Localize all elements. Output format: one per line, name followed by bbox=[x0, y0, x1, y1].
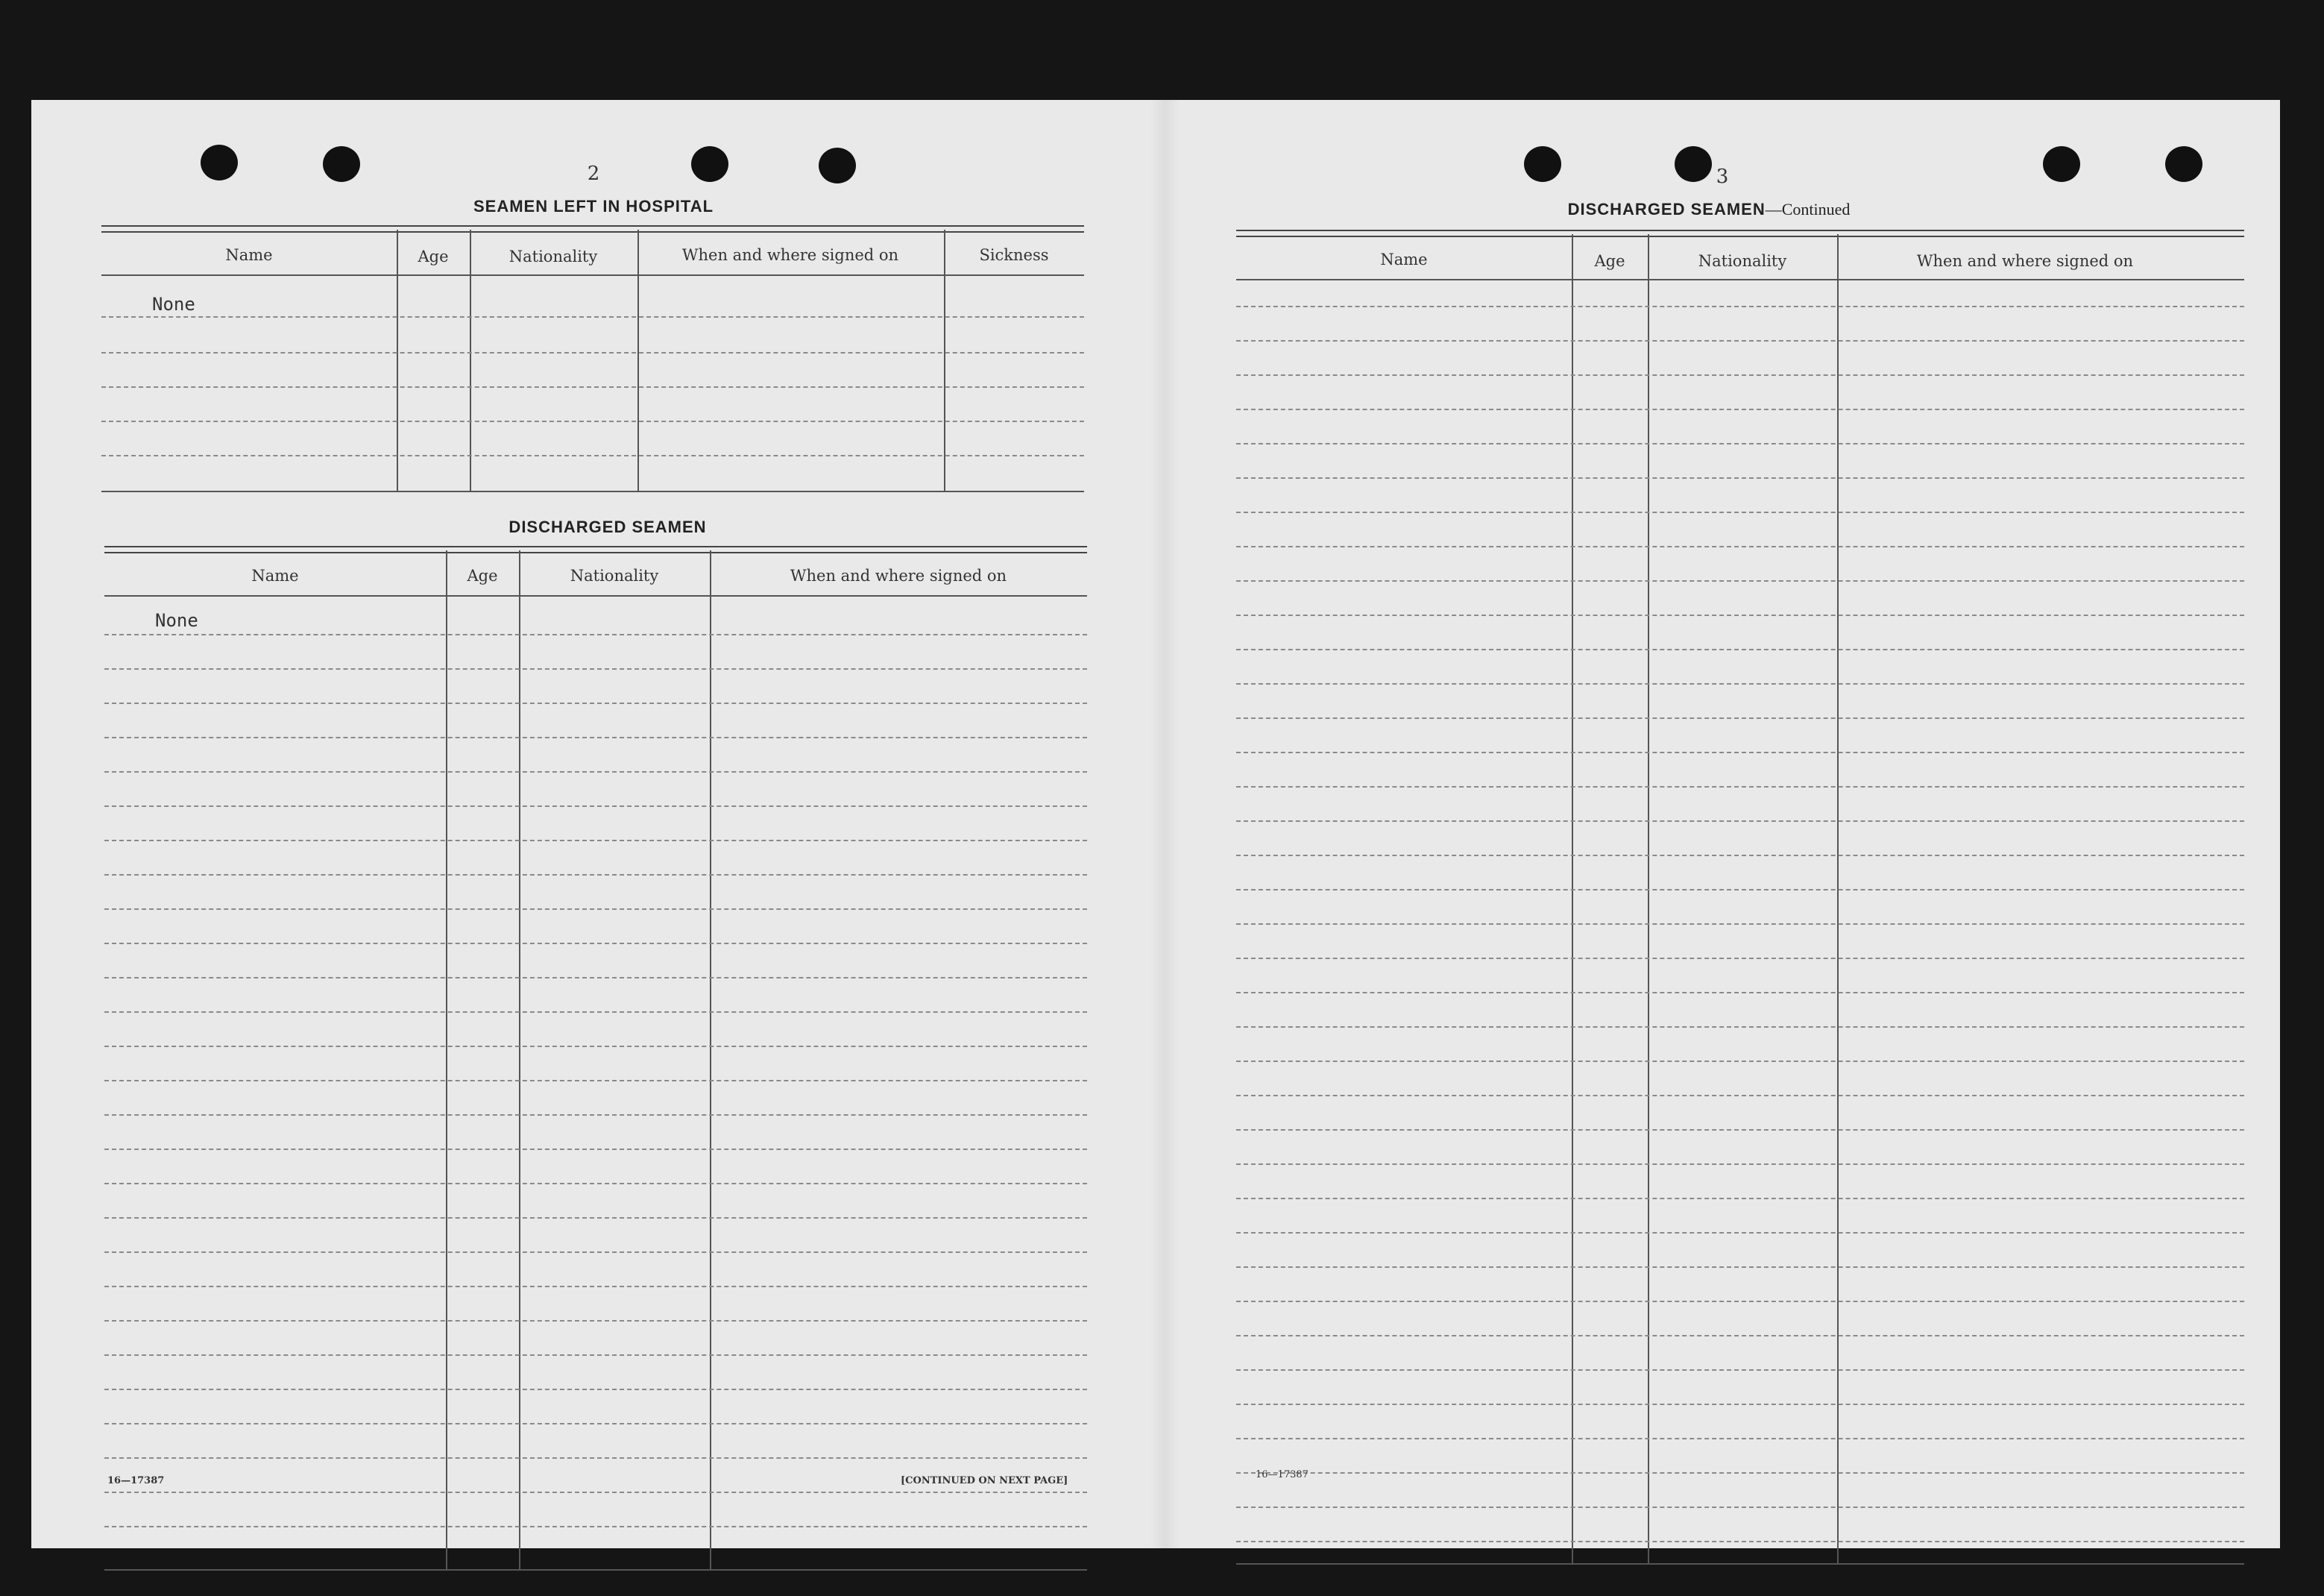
ruled-line bbox=[1236, 1541, 2244, 1542]
column-header-name: Name bbox=[251, 567, 299, 585]
header-rule bbox=[101, 274, 1084, 276]
discharged-section-title: DISCHARGED SEAMEN bbox=[508, 518, 707, 536]
column-divider bbox=[944, 230, 945, 491]
ruled-line bbox=[104, 1251, 1087, 1253]
ruled-line bbox=[1236, 443, 2244, 444]
ruled-line bbox=[1236, 374, 2244, 376]
ruled-line bbox=[1236, 546, 2244, 547]
ruled-line bbox=[1236, 1472, 2244, 1474]
column-divider bbox=[1572, 234, 1573, 1563]
column-header-age: Age bbox=[1594, 252, 1625, 270]
ruled-line bbox=[104, 1389, 1087, 1390]
ruled-line bbox=[104, 1217, 1087, 1219]
ruled-line bbox=[104, 840, 1087, 841]
column-header-name: Name bbox=[1380, 251, 1428, 268]
punch-hole bbox=[819, 148, 856, 183]
punch-hole bbox=[1675, 146, 1712, 182]
column-divider bbox=[470, 230, 471, 491]
column-divider bbox=[397, 230, 398, 491]
ruled-line bbox=[1236, 1266, 2244, 1268]
punch-hole bbox=[1524, 146, 1561, 182]
ruled-line bbox=[1236, 1026, 2244, 1028]
ruled-line bbox=[1236, 306, 2244, 307]
ruled-line bbox=[1236, 1061, 2244, 1062]
discharged-table-left bbox=[104, 546, 1087, 1572]
ruled-line bbox=[104, 943, 1087, 944]
ruled-line bbox=[104, 1183, 1087, 1184]
column-header-nationality: Nationality bbox=[570, 567, 659, 585]
ruled-line bbox=[1236, 1301, 2244, 1302]
ruled-line bbox=[1236, 958, 2244, 959]
column-divider bbox=[1837, 234, 1839, 1563]
ruled-line bbox=[1236, 923, 2244, 925]
column-divider bbox=[1648, 234, 1649, 1563]
ruled-line bbox=[1236, 786, 2244, 788]
ruled-line bbox=[104, 1354, 1087, 1356]
punch-hole bbox=[691, 146, 728, 182]
column-header-signed-on: When and where signed on bbox=[681, 246, 899, 264]
punch-hole bbox=[201, 145, 238, 180]
page-fold bbox=[1150, 100, 1180, 1548]
ruled-line bbox=[1236, 1335, 2244, 1336]
column-header-nationality: Nationality bbox=[508, 248, 598, 266]
ruled-line bbox=[101, 455, 1084, 456]
ruled-line bbox=[104, 703, 1087, 704]
form-number-right: 16—17387 bbox=[1256, 1469, 1309, 1480]
table-top-rule bbox=[1236, 230, 2244, 237]
ruled-line bbox=[1236, 1232, 2244, 1234]
ruled-line bbox=[1236, 855, 2244, 856]
hospital-table bbox=[101, 225, 1084, 495]
ruled-line bbox=[101, 421, 1084, 422]
ruled-line bbox=[1236, 1198, 2244, 1199]
column-header-name: Name bbox=[225, 246, 273, 264]
paper-sheet bbox=[31, 100, 2280, 1548]
ruled-line bbox=[104, 1320, 1087, 1322]
column-header-age: Age bbox=[418, 248, 449, 266]
table-top-rule bbox=[104, 546, 1087, 553]
ruled-line bbox=[1236, 717, 2244, 719]
hospital-section-title: SEAMEN LEFT IN HOSPITAL bbox=[473, 197, 714, 216]
table-bottom-rule bbox=[1236, 1563, 2244, 1565]
table-bottom-rule bbox=[104, 1569, 1087, 1571]
ruled-line bbox=[104, 1492, 1087, 1493]
ruled-line bbox=[104, 1423, 1087, 1424]
discharged-entry-name: None bbox=[155, 610, 198, 631]
ruled-line bbox=[104, 1046, 1087, 1047]
ruled-line bbox=[104, 771, 1087, 773]
page-number-right: 3 bbox=[1716, 166, 1729, 188]
table-top-rule bbox=[101, 225, 1084, 233]
ruled-line bbox=[1236, 1095, 2244, 1096]
form-number-left: 16—17387 bbox=[107, 1475, 165, 1486]
ruled-line bbox=[1236, 683, 2244, 685]
page-number-left: 2 bbox=[587, 163, 600, 185]
ruled-line bbox=[1236, 512, 2244, 513]
ruled-line bbox=[1236, 1507, 2244, 1508]
ruled-line bbox=[104, 668, 1087, 670]
ruled-line bbox=[1236, 889, 2244, 890]
ruled-line bbox=[104, 805, 1087, 807]
ruled-line bbox=[104, 1149, 1087, 1150]
column-header-sickness: Sickness bbox=[979, 246, 1049, 264]
ruled-line bbox=[1236, 1163, 2244, 1165]
ruled-line bbox=[104, 737, 1087, 738]
ruled-line bbox=[104, 1286, 1087, 1287]
header-rule bbox=[1236, 279, 2244, 280]
punch-hole bbox=[2165, 146, 2202, 182]
title-main: DISCHARGED SEAMEN bbox=[1567, 200, 1766, 219]
ruled-line bbox=[101, 316, 1084, 318]
ruled-line bbox=[101, 386, 1084, 388]
column-header-signed-on: When and where signed on bbox=[790, 567, 1007, 585]
discharged-continued-title bbox=[1568, 200, 1851, 219]
ruled-line bbox=[1236, 1129, 2244, 1131]
ruled-line bbox=[104, 634, 1087, 635]
ruled-line bbox=[104, 1457, 1087, 1459]
column-header-nationality: Nationality bbox=[1698, 252, 1787, 270]
punch-hole bbox=[323, 146, 360, 182]
ruled-line bbox=[1236, 409, 2244, 410]
ruled-line bbox=[104, 1114, 1087, 1116]
header-rule bbox=[104, 595, 1087, 597]
ruled-line bbox=[104, 874, 1087, 876]
ruled-line bbox=[101, 352, 1084, 354]
ruled-line bbox=[1236, 1369, 2244, 1371]
ruled-line bbox=[1236, 1404, 2244, 1405]
ruled-line bbox=[1236, 1438, 2244, 1439]
ruled-line bbox=[104, 1011, 1087, 1013]
column-header-age: Age bbox=[467, 567, 498, 585]
ruled-line bbox=[1236, 615, 2244, 616]
ruled-line bbox=[104, 977, 1087, 978]
ruled-line bbox=[1236, 649, 2244, 650]
title-continued: —Continued bbox=[1765, 200, 1851, 219]
ruled-line bbox=[1236, 477, 2244, 479]
table-bottom-rule bbox=[101, 491, 1084, 492]
ruled-line bbox=[1236, 752, 2244, 753]
ruled-line bbox=[1236, 580, 2244, 582]
ruled-line bbox=[1236, 992, 2244, 993]
continued-note: [CONTINUED ON NEXT PAGE] bbox=[901, 1475, 1068, 1486]
hospital-entry-name: None bbox=[152, 294, 195, 315]
discharged-table-right bbox=[1236, 230, 2244, 1566]
column-header-signed-on: When and where signed on bbox=[1916, 252, 2134, 270]
ruled-line bbox=[1236, 820, 2244, 822]
ruled-line bbox=[104, 1080, 1087, 1081]
column-divider bbox=[637, 230, 639, 491]
punch-hole bbox=[2043, 146, 2080, 182]
ruled-line bbox=[104, 1526, 1087, 1527]
ruled-line bbox=[1236, 340, 2244, 342]
ruled-line bbox=[104, 908, 1087, 910]
